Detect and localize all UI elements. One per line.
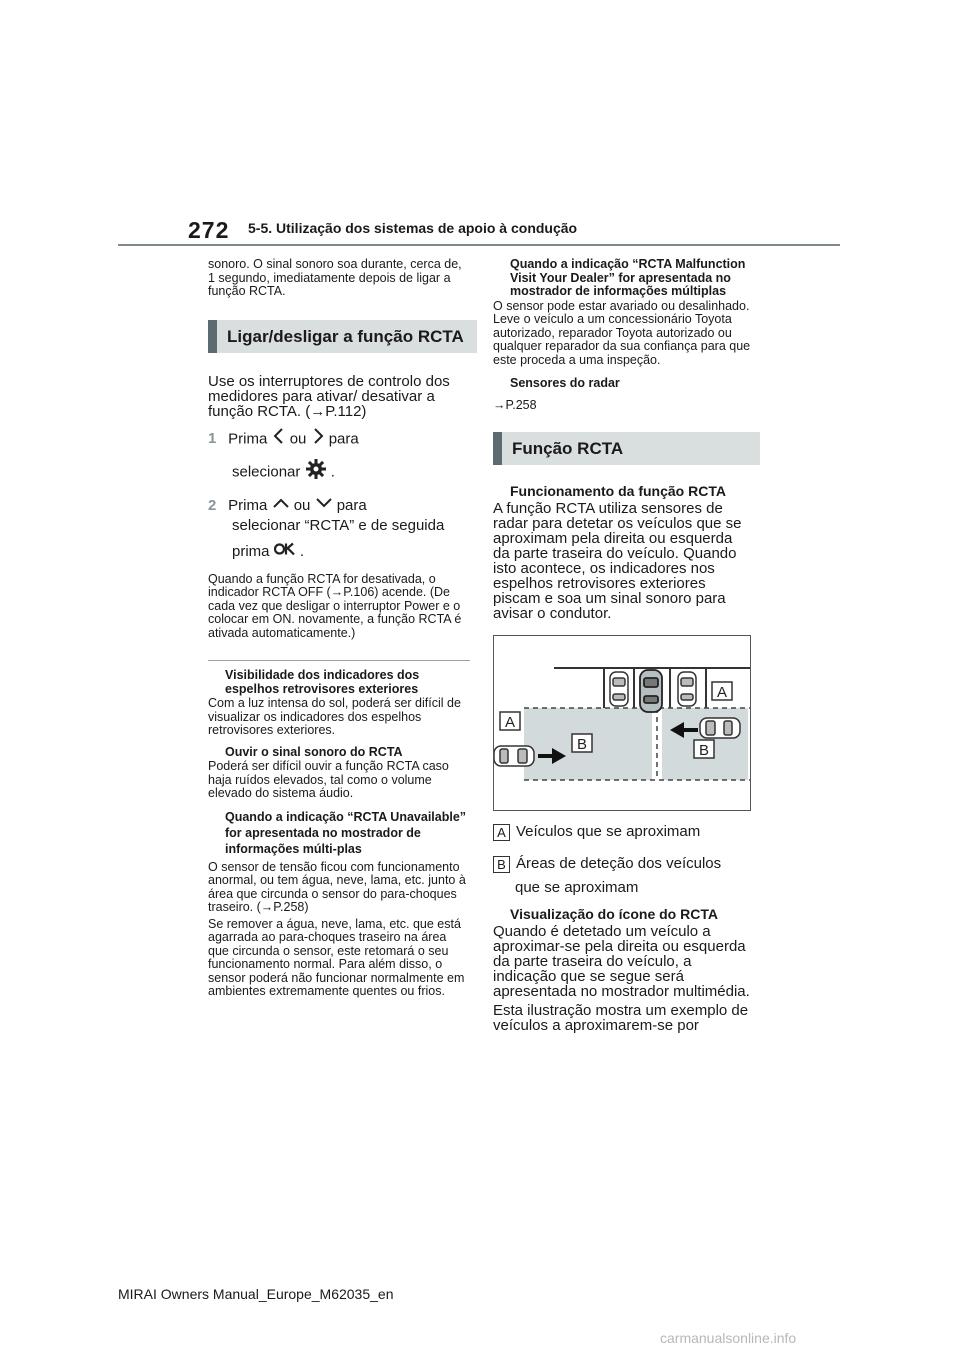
step-1-number: 1 xyxy=(208,429,217,447)
page-number: 272 xyxy=(188,217,230,243)
ok-icon xyxy=(274,541,296,563)
footer-text: MIRAI Owners Manual_Europe_M62035_en xyxy=(118,1286,394,1302)
figure-label-b-right: B xyxy=(698,742,710,759)
legend-b-text-1: Áreas de deteção dos veículos xyxy=(516,855,722,872)
step-2-line-3 xyxy=(208,541,470,563)
figure-label-a-left: A xyxy=(504,714,516,731)
gear-icon xyxy=(305,458,327,487)
sub-sound-text: Poderá ser difícil ouvir a função RCTA caso haja ruídos elevados, tal como o volume elevado do sistema áudio. xyxy=(208,759,449,801)
sub-malfunction-text: O sensor pode estar avariado ou desalinhado. Leve o veículo a um concessionário Toyota autorizado, reparador Toyota autorizado ou qualquer reparador da sua confiança para que este proceda a uma inspeção. xyxy=(493,298,751,367)
step-1-text-d: selecionar xyxy=(232,462,301,480)
heading-rcta-function: Função RCTA xyxy=(493,432,760,465)
rcta-figure xyxy=(493,635,751,811)
legend-a-letter: A xyxy=(493,824,510,841)
step-2-text-f: . xyxy=(299,542,305,560)
step-1-text-b: ou xyxy=(289,429,307,447)
sub-visibility-title: Visibilidade dos indicadores dos espelhos retrovisores exteriores xyxy=(225,668,420,696)
sub-unavailable-text-2: Se remover a água, neve, lama, etc. que está agarrada ao para-choques traseiro na área que circunda o sensor, este retomará o seu funcionamento normal. Para além disso, o sensor poderá não funcionar normalmente em ambientes extremamente quentes ou frios. xyxy=(208,916,465,999)
approaching-car-left xyxy=(494,746,534,766)
sub-malfunction-title: Quando a indicação “RCTA Malfunction Visit Your Dealer” for apresentada no mostrador de informações múltiplas xyxy=(510,257,746,298)
step-2-text-e: prima xyxy=(232,542,270,560)
parked-car-2 xyxy=(678,672,696,706)
step-2-text-a: Prima xyxy=(228,496,268,514)
chevron-right-icon xyxy=(311,427,325,452)
step-1-text-c: para xyxy=(328,429,359,447)
intro-paragraph: Use os interruptores de controlo dos medidores para ativar/ desativar a função RCTA. (→P.112) xyxy=(208,372,450,420)
step-2-line-2 xyxy=(208,517,470,535)
sub-visibility-text: Com a luz intensa do sol, poderá ser difícil de visualizar os indicadores dos espelhos retrovisores exteriores. xyxy=(208,696,461,738)
legend-b-letter: B xyxy=(493,856,510,873)
sub-radar-ref: →P.258 xyxy=(493,397,537,412)
note-text: Quando a função RCTA for desativada, o indicador RCTA OFF (→P.106) acende. (De cada vez que desligar o interruptor Power e o colocar em ON. novamente, a função RCTA é ativada automaticamente.) xyxy=(208,571,462,640)
chevron-up-icon xyxy=(272,495,290,517)
section-title: 5-5. Utilização dos sistemas de apoio à condução xyxy=(248,220,578,236)
sub-operation-title: Funcionamento da função RCTA xyxy=(510,483,726,499)
own-car xyxy=(640,670,662,712)
left-column xyxy=(208,258,470,999)
right-column xyxy=(493,258,755,1033)
step-2-number: 2 xyxy=(208,496,217,514)
rcta-diagram xyxy=(494,636,750,810)
intro-text: sonoro. O sinal sonoro soa durante, cerca de, 1 segundo, imediatamente depois de ligar a função RCTA. xyxy=(208,257,462,298)
legend-a xyxy=(493,823,755,841)
step-1 xyxy=(208,427,470,452)
sub-icon-title: Visualização do ícone do RCTA xyxy=(510,906,718,922)
legend-a-text: Veículos que se aproximam xyxy=(516,823,701,840)
legend-b-line-2: que se aproximam xyxy=(515,879,639,896)
sub-unavailable-title: Quando a indicação “RCTA Unavailable” for apresentada no mostrador de informações múlti-plas xyxy=(225,809,467,856)
sub-sound-title: Ouvir o sinal sonoro do RCTA xyxy=(225,744,403,759)
sub-unavailable-text-1: O sensor de tensão ficou com funcionamento anormal, ou tem água, neve, lama, etc. junto à área que circunda o sensor do para-choques traseiro. (→P.258) xyxy=(208,859,466,915)
sub-icon-text-2: Esta ilustração mostra um exemplo de veículos a aproximarem-se por xyxy=(493,1002,749,1034)
step-1-text-a: Prima xyxy=(228,429,268,447)
chevron-left-icon xyxy=(272,427,286,452)
step-2-text-d: selecionar “RCTA” e de seguida xyxy=(232,516,445,534)
chevron-down-icon xyxy=(315,495,333,517)
legend-b xyxy=(493,855,755,873)
sub-icon-text-1: Quando é detetado um veículo a aproximar-se pela direita ou esquerda da parte traseira do veículo, a indicação que se segue será apresentada no mostrador multimédia. xyxy=(493,923,750,1000)
figure-label-a-right: A xyxy=(716,684,728,701)
watermark: carmanualsonline.info xyxy=(660,1330,797,1346)
header-rule xyxy=(118,244,840,246)
sub-radar-title: Sensores do radar xyxy=(510,376,620,390)
step-1-line-2 xyxy=(208,458,470,487)
sub-operation-text: A função RCTA utiliza sensores de radar para detetar os veículos que se aproximam pela direita ou esquerda da parte traseira do veículo. Quando isto acontece, os indicadores nos espelhos retrovisores exteriores piscam e soa um sinal sonoro para avisar o condutor. xyxy=(493,500,742,622)
step-2-text-b: ou xyxy=(293,496,311,514)
step-1-text-e: . xyxy=(330,462,335,480)
step-2-text-c: para xyxy=(336,496,367,514)
parked-car-1 xyxy=(610,672,628,706)
approaching-car-right xyxy=(700,718,740,738)
step-2 xyxy=(208,495,470,517)
heading-toggle-rcta: Ligar/desligar a função RCTA xyxy=(208,320,477,353)
figure-label-b-left: B xyxy=(576,736,588,753)
